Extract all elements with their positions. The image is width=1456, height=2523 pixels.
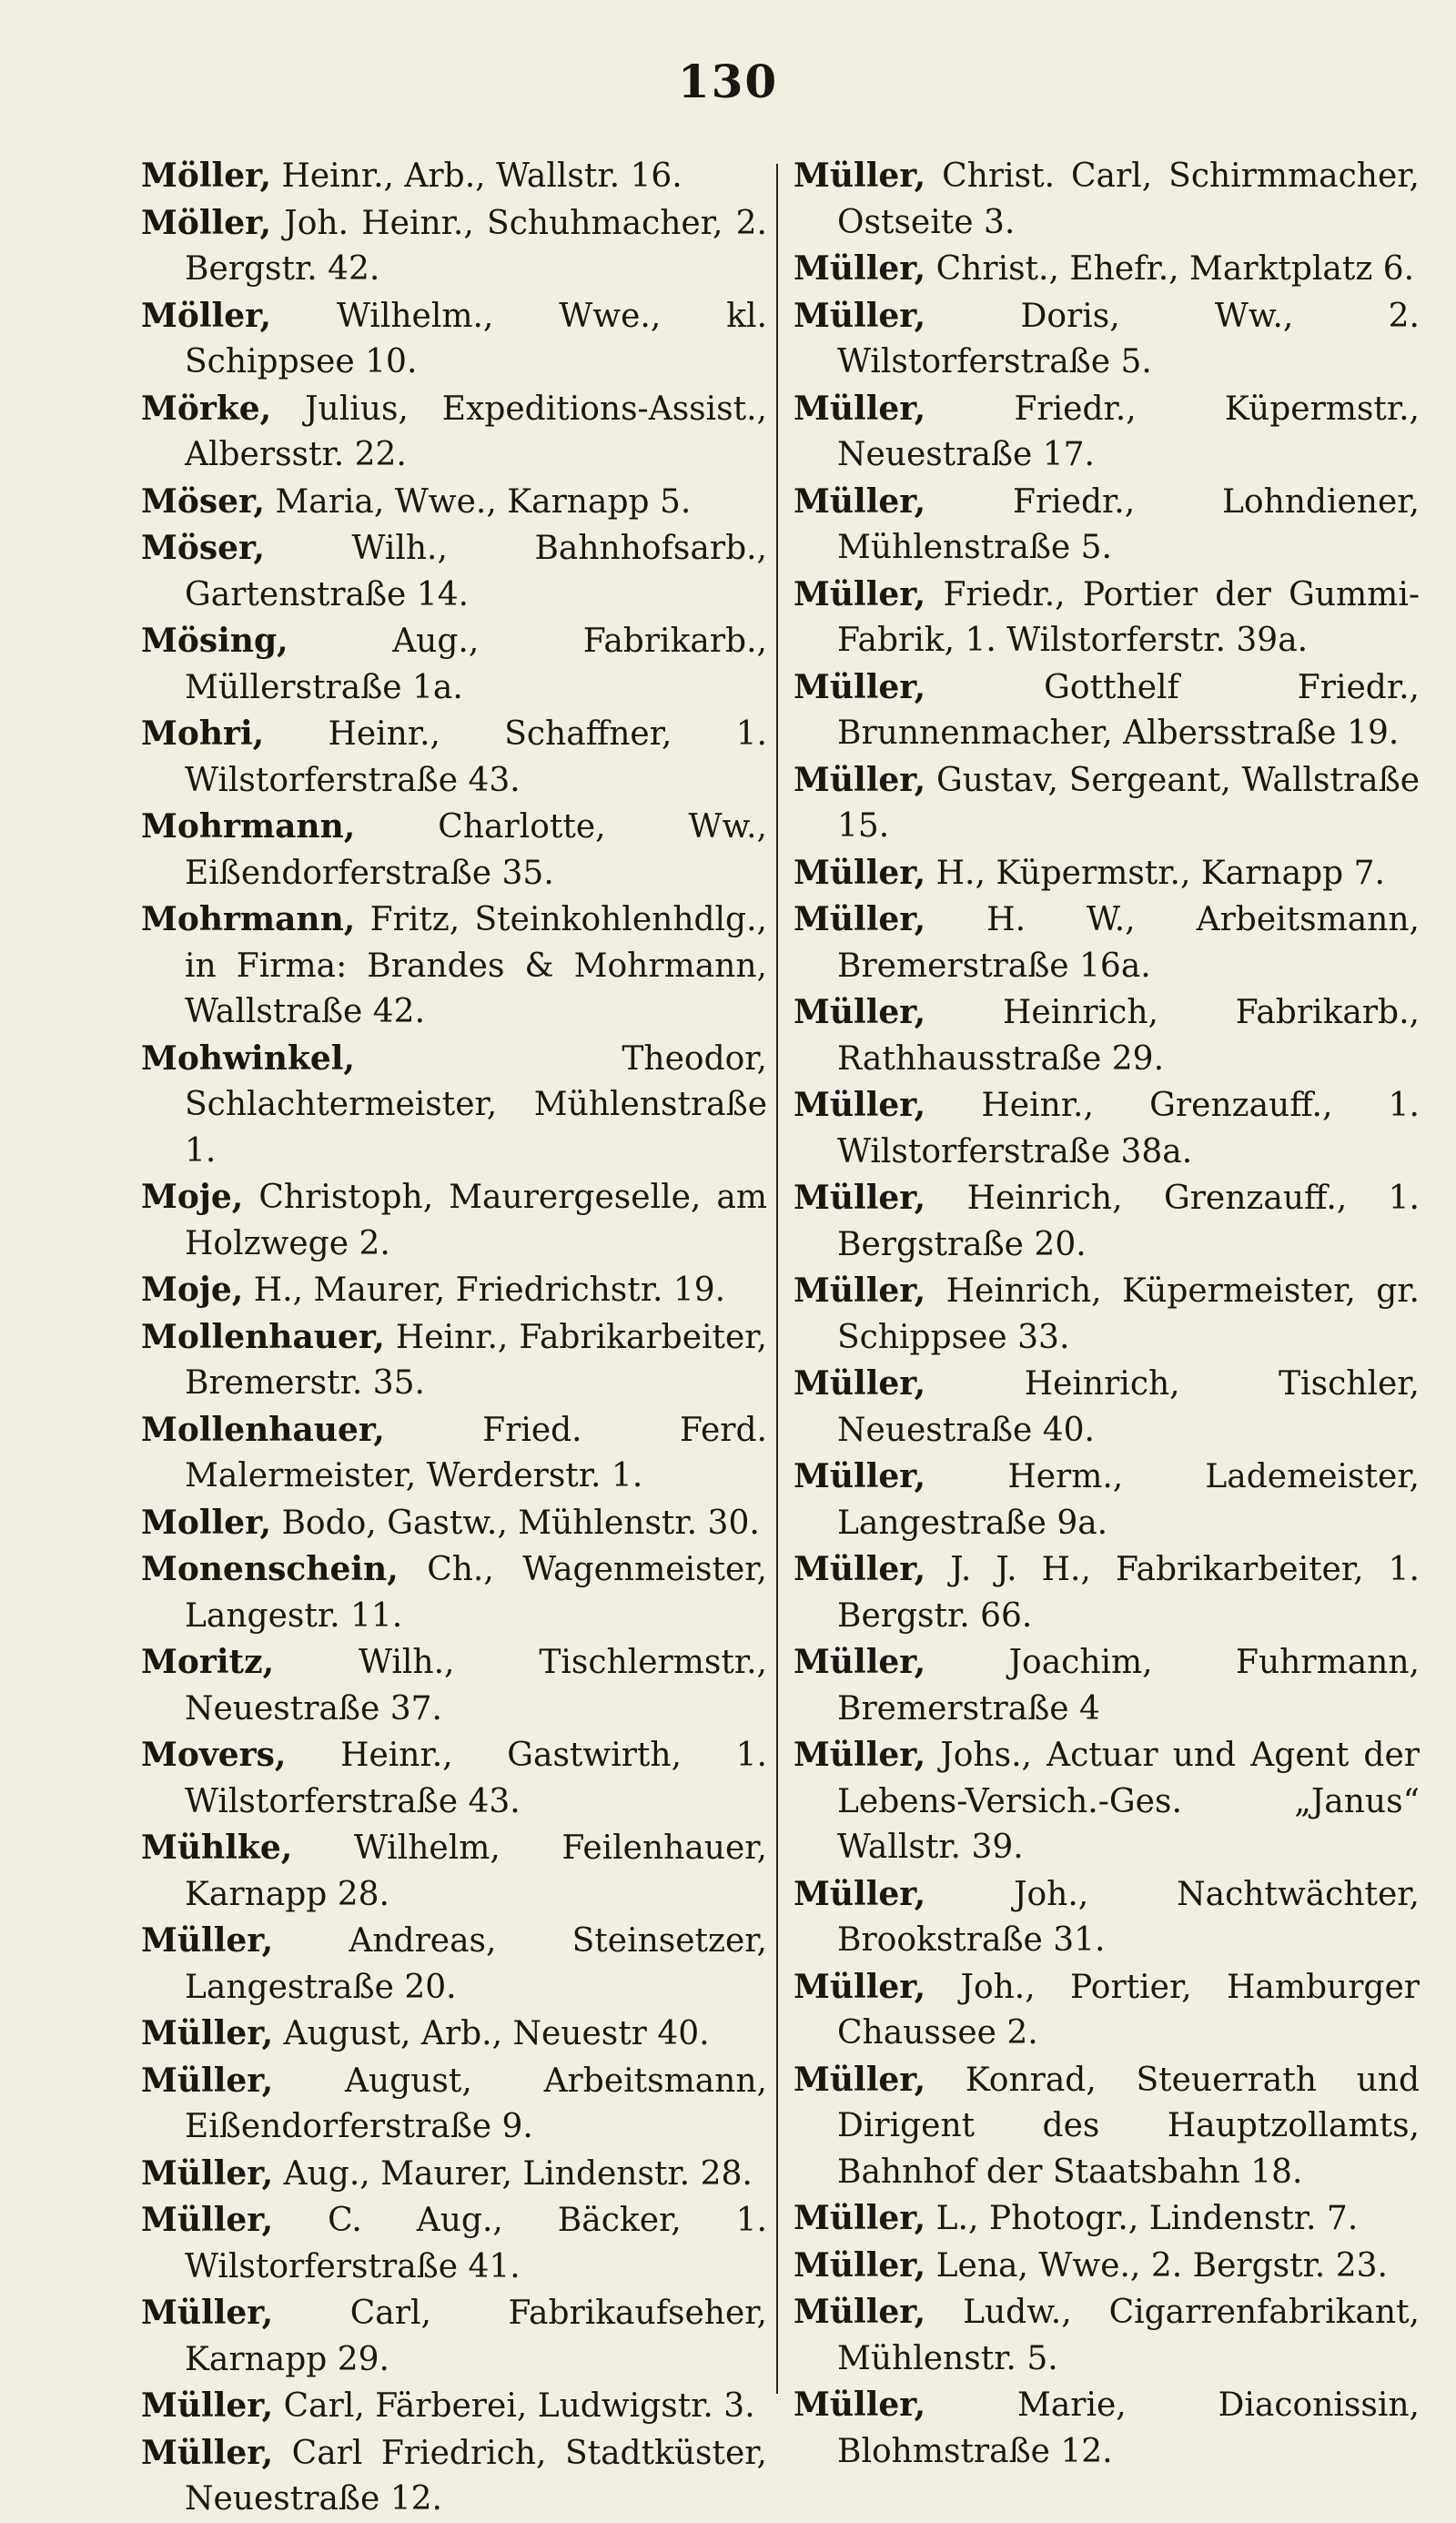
directory-entry	[141, 2151, 767, 2198]
directory-entry	[141, 1500, 767, 1547]
directory-entry	[794, 850, 1420, 897]
entry-detail: J. J. H., Fabrikarbeiter, 1. Bergstr. 66.	[837, 1551, 1420, 1635]
entry-detail: Friedr., Lohndiener, Mühlenstraße 5.	[837, 482, 1420, 566]
directory-entry	[794, 2057, 1420, 2196]
entry-detail: Heinr., Gastwirth, 1. Wilstorferstraße 43.	[185, 1737, 767, 1820]
entry-detail: Wilh., Tischlermstr., Neuestraße 37.	[185, 1644, 767, 1728]
directory-entry	[141, 1314, 767, 1407]
entry-surname: Müller,	[794, 1086, 926, 1124]
entry-detail: Andreas, Steinsetzer, Langestraße 20.	[185, 1922, 767, 2006]
directory-entry	[141, 1639, 767, 1732]
entry-detail: Fritz, Steinkohlenhdlg., in Firma: Brandes & Mohrmann, Wallstraße 42.	[185, 901, 767, 1030]
entry-surname: Müller,	[794, 1457, 926, 1495]
entry-detail: H., Maurer, Friedrichstr. 19.	[253, 1272, 726, 1309]
directory-entry	[794, 386, 1420, 479]
entry-surname: Müller,	[794, 1874, 926, 1913]
entry-detail: Heinrich, Küpermeister, gr. Schippsee 33.	[837, 1272, 1420, 1356]
directory-entry	[794, 2289, 1420, 2382]
entry-surname: Müller,	[794, 1736, 926, 1774]
directory-entry	[141, 386, 767, 479]
directory-entry	[794, 293, 1420, 386]
entry-surname: Mollenhauer,	[141, 1317, 385, 1356]
entry-detail: Friedr., Küpermstr., Neuestraße 17.	[837, 390, 1420, 473]
entry-surname: Müller,	[794, 1643, 926, 1681]
entry-surname: Müller,	[141, 2433, 274, 2472]
entry-surname: Müller,	[141, 2294, 274, 2332]
directory-entry	[794, 1546, 1420, 1639]
page-number: 130	[677, 55, 779, 108]
entry-detail: Aug., Maurer, Lindenstr. 28.	[283, 2154, 753, 2193]
directory-entry	[794, 1732, 1420, 1871]
entry-surname: Möser,	[141, 481, 265, 521]
directory-entry	[141, 2430, 767, 2523]
entry-surname: Müller,	[141, 2201, 274, 2239]
entry-detail: August, Arbeitsmann, Eißendorferstraße 9.	[185, 2062, 767, 2145]
entry-surname: Mohrmann,	[141, 807, 356, 846]
entry-surname: Müller,	[794, 481, 926, 521]
entry-detail: Johs., Actuar und Agent der Lebens-Versich.-Ges. „Janus“ Wallstr. 39.	[837, 1737, 1420, 1866]
directory-entry	[794, 757, 1420, 850]
entry-detail: Wilh., Bahnhofsarb., Gartenstraße 14.	[185, 530, 767, 613]
entry-surname: Müller,	[794, 574, 926, 613]
entry-surname: Moje,	[141, 1271, 244, 1309]
entry-detail: Bodo, Gastw., Mühlenstr. 30.	[281, 1504, 760, 1542]
entry-surname: Müller,	[141, 1921, 274, 1960]
entry-surname: Möller,	[141, 296, 271, 335]
entry-surname: Mohwinkel,	[141, 1039, 355, 1078]
entry-surname: Mohri,	[141, 714, 265, 753]
entry-detail: Christoph, Maurergeselle, am Holzwege 2.	[185, 1179, 767, 1262]
entry-surname: Mörke,	[141, 389, 272, 428]
entry-detail: Heinrich, Grenzauff., 1. Bergstraße 20.	[837, 1180, 1420, 1263]
entry-surname: Mollenhauer,	[141, 1410, 385, 1449]
directory-entry	[141, 1918, 767, 2011]
entry-surname: Mühlke,	[141, 1829, 293, 1867]
entry-surname: Müller,	[141, 2153, 274, 2193]
entry-detail: Julius, Expeditions-Assist., Albersstr. 22.	[185, 390, 767, 473]
directory-entry	[141, 1407, 767, 1500]
entry-detail: Joachim, Fuhrmann, Bremerstraße 4	[837, 1644, 1420, 1728]
entry-detail: H., Küpermstr., Karnapp 7.	[935, 854, 1385, 892]
directory-entry	[794, 479, 1420, 572]
directory-entry	[794, 153, 1420, 246]
entry-surname: Möller,	[141, 203, 271, 242]
entry-detail: Joh., Portier, Hamburger Chaussee 2.	[837, 1968, 1420, 2052]
directory-entry	[141, 897, 767, 1036]
entry-detail: Wilhelm., Wwe., kl. Schippsee 10.	[185, 297, 767, 380]
directory-entry	[141, 1546, 767, 1639]
entry-detail: Konrad, Steuerrath und Dirigent des Hauptzollamts, Bahnhof der Staatsbahn 18.	[837, 2061, 1420, 2191]
entry-surname: Müller,	[794, 249, 926, 288]
entry-surname: Mohrmann,	[141, 900, 356, 938]
entry-surname: Müller,	[794, 2386, 926, 2424]
entry-surname: Müller,	[794, 2199, 926, 2237]
entry-surname: Müller,	[794, 760, 926, 799]
directory-entry	[794, 2195, 1420, 2243]
entry-detail: Ch., Wagenmeister, Langestr. 11.	[185, 1551, 767, 1635]
directory-entry	[794, 1454, 1420, 1546]
entry-surname: Müller,	[794, 2293, 926, 2331]
entry-detail: L., Photogr., Lindenstr. 7.	[935, 2200, 1359, 2237]
entry-detail: Carl, Fabrikaufseher, Karnapp 29.	[185, 2295, 767, 2378]
entry-detail: Lena, Wwe., 2. Bergstr. 23.	[935, 2246, 1388, 2285]
entry-surname: Müller,	[141, 2386, 274, 2425]
directory-entry	[141, 1174, 767, 1267]
directory-entry	[794, 2382, 1420, 2475]
directory-entry	[141, 2011, 767, 2058]
entry-detail: Aug., Fabrikarb., Müllerstraße 1a.	[185, 623, 767, 706]
entry-detail: Ludw., Cigarrenfabrikant, Mühlenstr. 5.	[837, 2294, 1420, 2377]
directory-entry	[141, 2197, 767, 2290]
directory-entry	[141, 479, 767, 526]
directory-entry	[794, 989, 1420, 1082]
entry-detail: Charlotte, Ww., Eißendorferstraße 35.	[185, 808, 767, 892]
entry-detail: Theodor, Schlachtermeister, Mühlenstraße 1.	[185, 1039, 767, 1170]
entry-surname: Moje,	[141, 1178, 244, 1216]
left-column	[141, 153, 767, 2523]
entry-surname: Müller,	[794, 157, 926, 195]
entry-surname: Müller,	[794, 993, 926, 1031]
entry-detail: Gotthelf Friedr., Brunnenmacher, Albersstraße 19.	[837, 668, 1420, 752]
directory-entry	[141, 1036, 767, 1175]
entry-surname: Müller,	[794, 1967, 926, 2006]
entry-surname: Mösing,	[141, 622, 288, 660]
directory-entry	[794, 1082, 1420, 1175]
entry-surname: Müller,	[794, 1179, 926, 1217]
entry-surname: Müller,	[794, 853, 926, 892]
directory-entry	[141, 2383, 767, 2430]
entry-detail: Wilhelm, Feilenhauer, Karnapp 28.	[185, 1829, 767, 1913]
entry-detail: August, Arb., Neuestr 40.	[283, 2015, 710, 2052]
entry-surname: Möller,	[141, 157, 271, 195]
entry-detail: Heinr., Schaffner, 1. Wilstorferstraße 43.	[185, 715, 767, 799]
entry-detail: Heinrich, Fabrikarb., Rathhausstraße 29.	[837, 994, 1420, 1078]
entry-detail: Maria, Wwe., Karnapp 5.	[275, 482, 692, 521]
directory-entry	[794, 1639, 1420, 1732]
entry-detail: Friedr., Portier der Gummi-Fabrik, 1. Wilstorferstr. 39a.	[837, 575, 1420, 659]
directory-entry	[794, 1964, 1420, 2057]
entry-detail: Heinr., Fabrikarbeiter, Bremerstr. 35.	[185, 1318, 767, 1402]
entry-detail: Herm., Lademeister, Langestraße 9a.	[837, 1458, 1420, 1542]
entry-detail: H. W., Arbeitsmann, Bremerstraße 16a.	[837, 901, 1421, 985]
entry-surname: Müller,	[794, 1364, 926, 1403]
entry-detail: Heinrich, Tischler, Neuestraße 40.	[837, 1365, 1420, 1449]
right-column	[794, 153, 1420, 2475]
entry-detail: Christ. Carl, Schirmmacher, Ostseite 3.	[837, 157, 1420, 241]
entry-surname: Müller,	[794, 900, 926, 938]
directory-entry	[794, 897, 1420, 989]
entry-detail: Joh. Heinr., Schuhmacher, 2. Bergstr. 42.	[185, 204, 767, 288]
entry-detail: Heinr., Arb., Wallstr. 16.	[281, 157, 682, 195]
entry-detail: Fried. Ferd. Malermeister, Werderstr. 1.	[185, 1411, 767, 1495]
entry-detail: Doris, Ww., 2. Wilstorferstraße 5.	[837, 297, 1420, 380]
entry-detail: Joh., Nachtwächter, Brookstraße 31.	[837, 1875, 1420, 1959]
directory-entry	[141, 711, 767, 804]
entry-surname: Müller,	[794, 296, 926, 335]
entry-surname: Movers,	[141, 1736, 287, 1774]
entry-detail: Carl Friedrich, Stadtküster, Neuestraße 12.	[185, 2434, 767, 2518]
entry-detail: Gustav, Sergeant, Wallstraße 15.	[837, 761, 1420, 845]
entry-surname: Müller,	[794, 2245, 926, 2285]
entry-detail: Christ., Ehefr., Marktplatz 6.	[935, 250, 1415, 288]
directory-entry	[141, 1267, 767, 1314]
entry-surname: Müller,	[141, 2014, 274, 2052]
directory-entry	[794, 1175, 1420, 1268]
directory-entry	[794, 1871, 1420, 1964]
entry-surname: Müller,	[794, 389, 926, 428]
entry-surname: Müller,	[794, 1550, 926, 1588]
directory-entry	[794, 664, 1420, 757]
entry-detail: Marie, Diaconissin, Blohmstraße 12.	[837, 2386, 1420, 2470]
directory-entry	[794, 1268, 1420, 1361]
directory-entry	[141, 2058, 767, 2151]
entry-surname: Müller,	[141, 2061, 274, 2100]
entry-surname: Moller,	[141, 1503, 271, 1542]
directory-entry	[794, 1361, 1420, 1454]
directory-entry	[141, 1732, 767, 1825]
directory-entry	[141, 525, 767, 618]
entry-surname: Moritz,	[141, 1643, 275, 1681]
directory-entry	[141, 2290, 767, 2383]
directory-entry	[794, 572, 1420, 664]
entry-surname: Möser,	[141, 529, 265, 567]
entry-surname: Müller,	[794, 2060, 926, 2099]
directory-entry	[141, 153, 767, 200]
entry-surname: Müller,	[794, 1272, 926, 1310]
directory-entry	[141, 293, 767, 386]
column-divider	[776, 164, 778, 2394]
directory-entry	[141, 804, 767, 897]
entry-surname: Monenschein,	[141, 1550, 399, 1588]
entry-detail: Heinr., Grenzauff., 1. Wilstorferstraße 38a.	[837, 1087, 1420, 1170]
entry-detail: C. Aug., Bäcker, 1. Wilstorferstraße 41.	[185, 2202, 767, 2285]
directory-entry	[141, 618, 767, 711]
directory-entry	[794, 246, 1420, 293]
entry-surname: Müller,	[794, 667, 926, 706]
directory-entry	[141, 1825, 767, 1918]
directory-entry	[141, 200, 767, 293]
entry-detail: Carl, Färberei, Ludwigstr. 3.	[283, 2387, 755, 2425]
directory-entry	[794, 2243, 1420, 2290]
